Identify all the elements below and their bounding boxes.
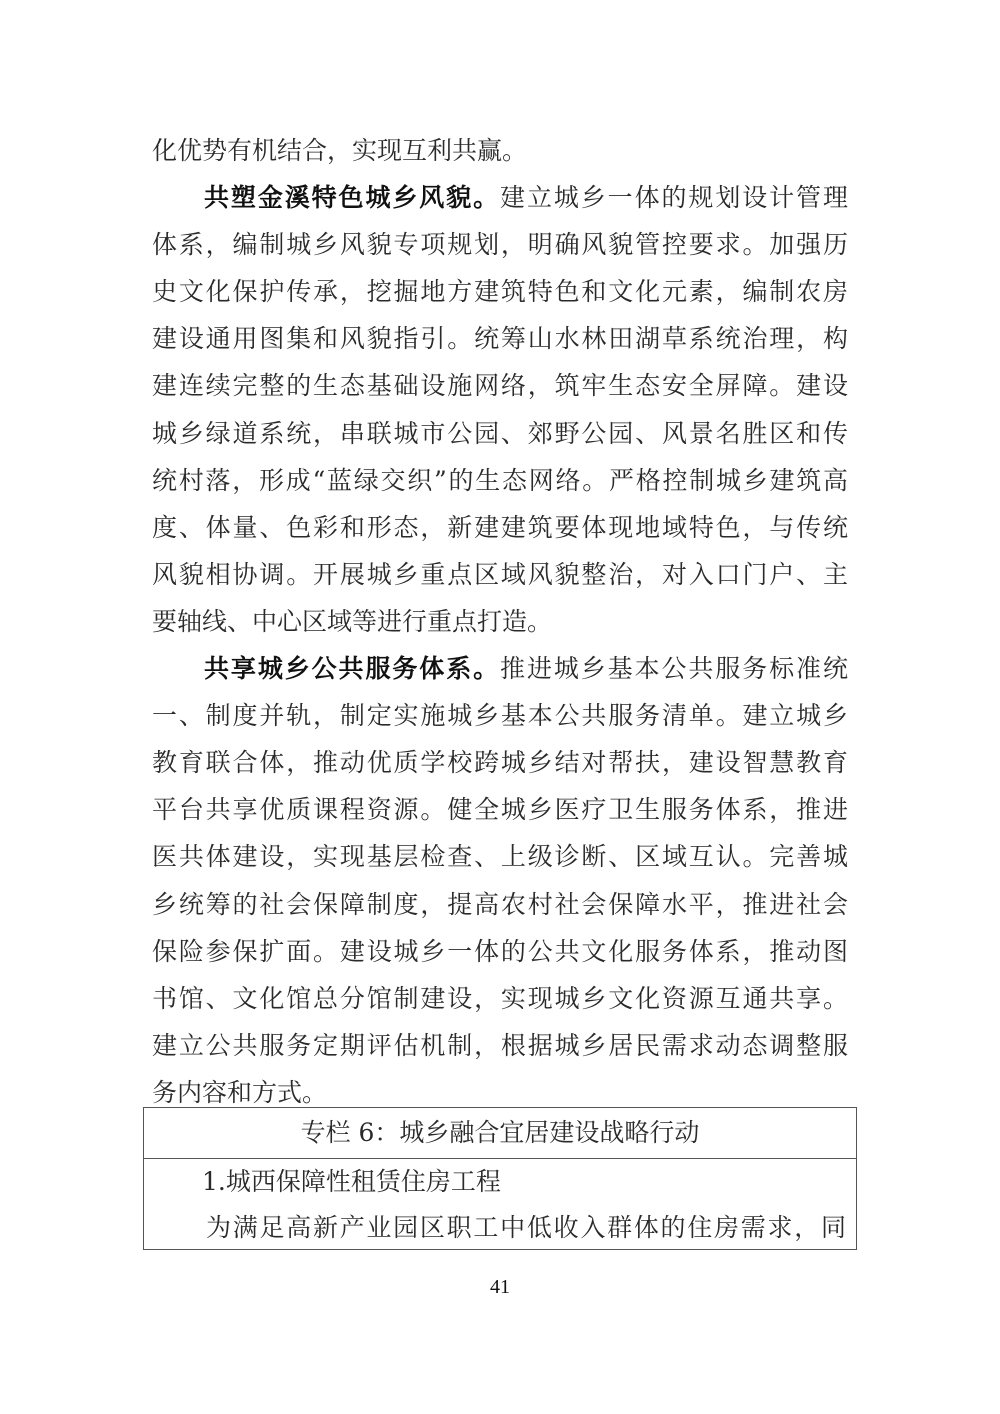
text-line: 城乡绿道系统，串联城市公园、郊野公园、风景名胜区和传 xyxy=(152,418,848,448)
sidebar-box xyxy=(143,1107,857,1250)
box-item-text: 为满足高新产业园区职工中低收入群体的住房需求，同 xyxy=(206,1213,846,1242)
page-number: 41 xyxy=(490,1276,510,1298)
text-line xyxy=(152,645,848,692)
text-line: 教育联合体，推动优质学校跨城乡结对帮扶，建设智慧教育 xyxy=(152,748,848,778)
text-line: 医共体建设，实现基层检查、上级诊断、区域互认。完善城 xyxy=(152,842,848,872)
paragraph-heading: 共享城乡公共服务体系。 xyxy=(204,654,501,684)
text-line xyxy=(152,174,848,221)
text-span: 推进城乡基本公共服务标准统 xyxy=(500,654,848,684)
text-span: 建立城乡一体的规划设计管理 xyxy=(500,183,848,213)
text-line: 体系，编制城乡风貌专项规划，明确风貌管控要求。加强历 xyxy=(152,230,848,260)
text-line: 乡统筹的社会保障制度，提高农村社会保障水平，推进社会 xyxy=(152,889,848,919)
text-line: 化优势有机结合，实现互利共赢。 xyxy=(152,136,528,165)
box-item-title: 1.城西保障性租赁住房工程 xyxy=(202,1167,501,1196)
text-line: 统村落，形成“蓝绿交织”的生态网络。严格控制城乡建筑高 xyxy=(152,465,848,495)
text-line: 一、制度并轨，制定实施城乡基本公共服务清单。建立城乡 xyxy=(152,701,848,731)
text-line: 风貌相协调。开展城乡重点区域风貌整治，对入口门户、主 xyxy=(152,559,848,589)
text-line: 务内容和方式。 xyxy=(152,1077,328,1107)
text-line: 平台共享优质课程资源。健全城乡医疗卫生服务体系，推进 xyxy=(152,795,848,825)
text-line: 建立公共服务定期评估机制，根据城乡居民需求动态调整服 xyxy=(152,1030,848,1060)
text-line: 史文化保护传承，挖掘地方建筑特色和文化元素，编制农房 xyxy=(152,277,848,307)
text-line: 要轴线、中心区域等进行重点打造。 xyxy=(152,606,553,636)
text-line: 度、体量、色彩和形态，新建建筑要体现地域特色，与传统 xyxy=(152,512,848,542)
body-text xyxy=(152,127,848,1116)
text-line: 建连续完整的生态基础设施网络，筑牢生态安全屏障。建设 xyxy=(152,371,848,401)
paragraph-heading: 共塑金溪特色城乡风貌。 xyxy=(204,183,501,213)
box-title: 专栏 6：城乡融合宜居建设战略行动 xyxy=(144,1108,856,1159)
text-line: 建设通用图集和风貌指引。统筹山水林田湖草系统治理，构 xyxy=(152,324,848,354)
text-line: 书馆、文化馆总分馆制建设，实现城乡文化资源互通共享。 xyxy=(152,983,848,1013)
text-line: 保险参保扩面。建设城乡一体的公共文化服务体系，推动图 xyxy=(152,936,848,966)
